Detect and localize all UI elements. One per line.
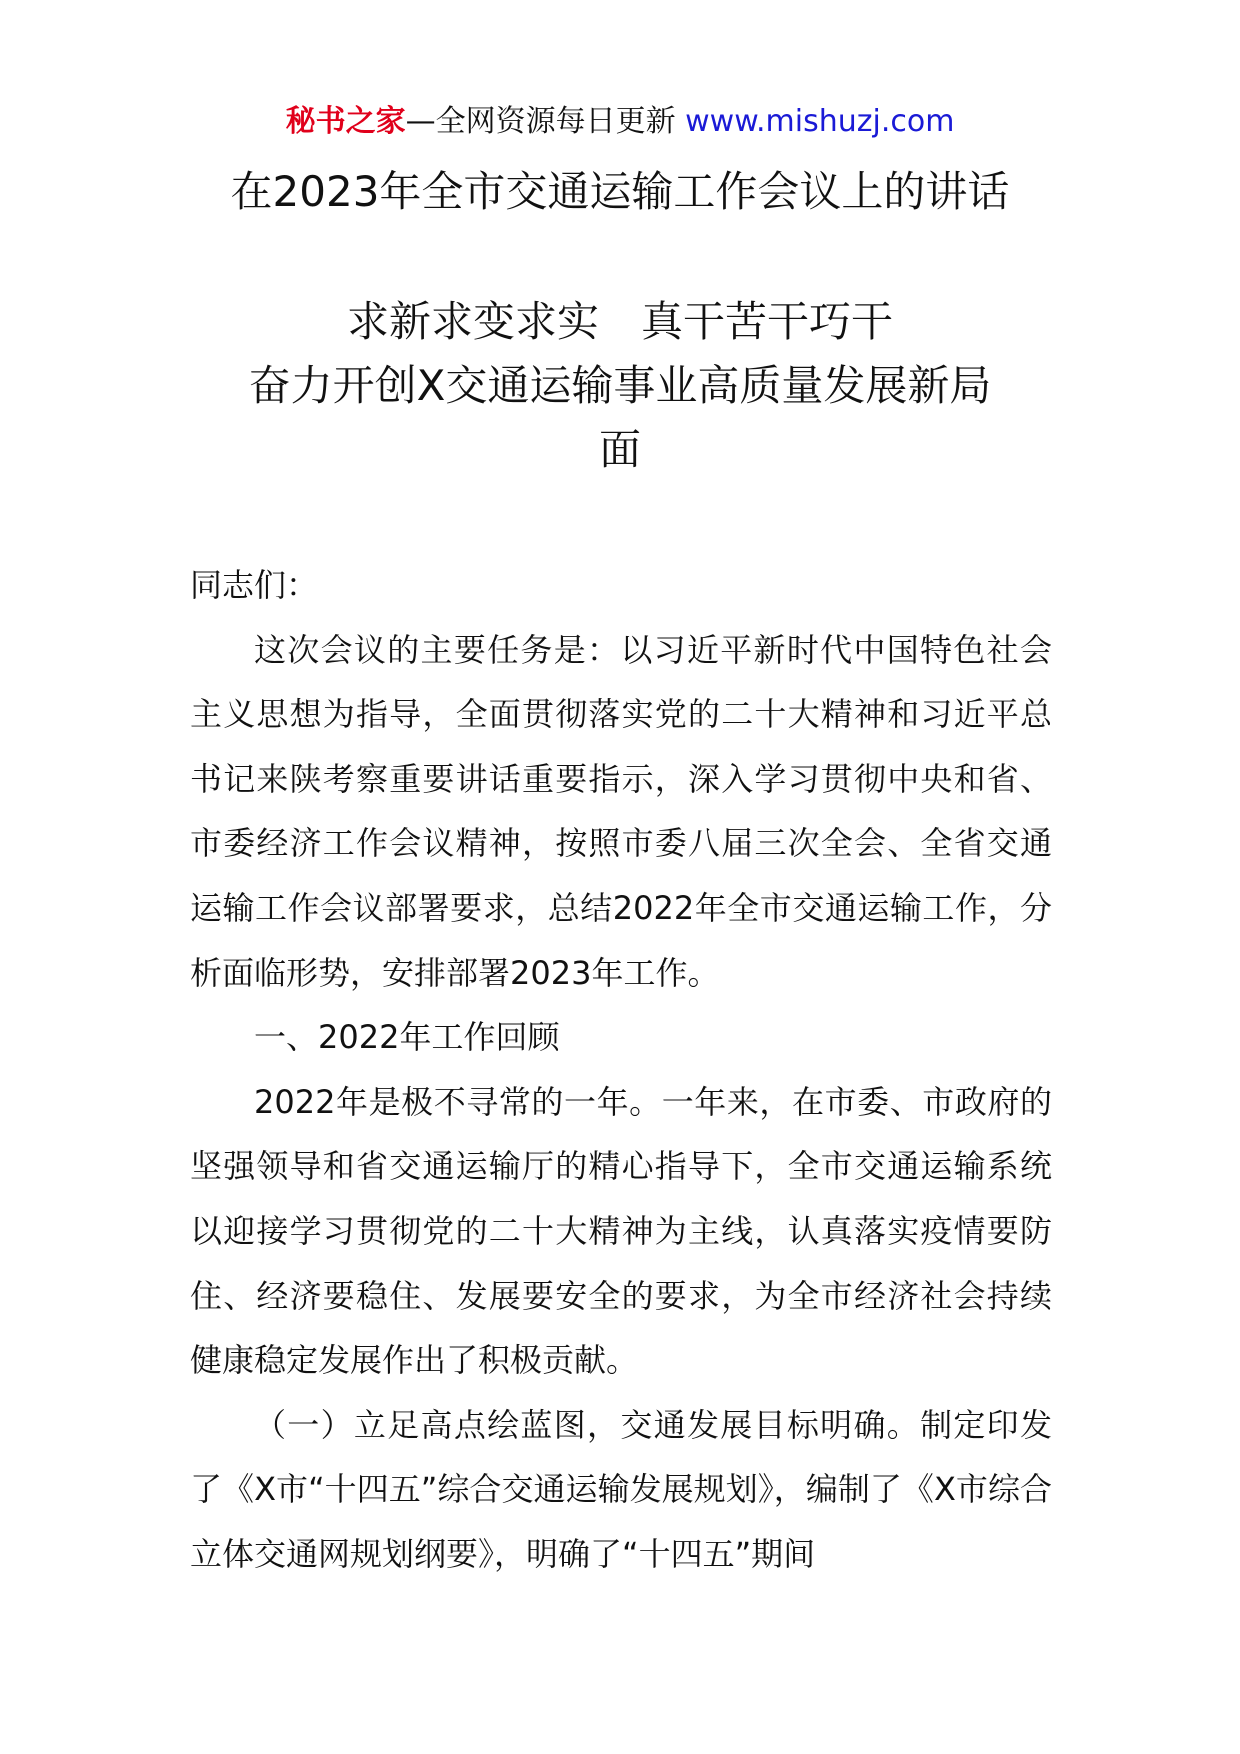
section-heading: 一、2022年工作回顾 <box>254 1018 560 1057</box>
body-paragraph: （一）立足高点绘蓝图，交通发展目标明确。制定印发了《X市“十四五”综合交通运输发展规划》，编制了《X市综合立体交通网规划纲要》，明确了“十四五”期间 <box>190 1405 1052 1573</box>
site-brand: 秘书之家 <box>285 104 406 139</box>
document-body <box>190 553 1052 1587</box>
document-title: 在2023年全市交通运输工作会议上的讲话 <box>230 167 1010 216</box>
site-header <box>0 100 1240 144</box>
subtitle-line: 求新求变求实 真干苦干巧干 <box>346 297 893 346</box>
body-paragraph: 2022年是极不寻常的一年。一年来，在市委、市政府的坚强领导和省交通运输厅的精心指导下，全市交通运输系统以迎接学习贯彻党的二十大精神为主线，认真落实疫情要防住、经济要稳住、发展要安全的要求，为全市经济社会持续健康稳定发展作出了积极贡献。 <box>190 1082 1052 1380</box>
body-paragraph: 这次会议的主要任务是：以习近平新时代中国特色社会主义思想为指导，全面贯彻落实党的二十大精神和习近平总书记来陕考察重要讲话重要指示，深入学习贯彻中央和省、市委经济工作会议精神，按照市委八届三次全会、全省交通运输工作会议部署要求，总结2022年全市交通运输工作，分析面临形势，安排部署2023年工作。 <box>190 630 1052 992</box>
subtitle-line: 奋力开创X交通运输事业高质量发展新局 <box>248 361 992 410</box>
site-url-link[interactable]: www.mishuzj.com <box>685 104 955 139</box>
salutation: 同志们： <box>190 566 319 604</box>
site-tagline: —全网资源每日更新 <box>405 104 676 139</box>
subtitle-line: 面 <box>598 425 641 474</box>
document-subtitle <box>180 290 1060 482</box>
